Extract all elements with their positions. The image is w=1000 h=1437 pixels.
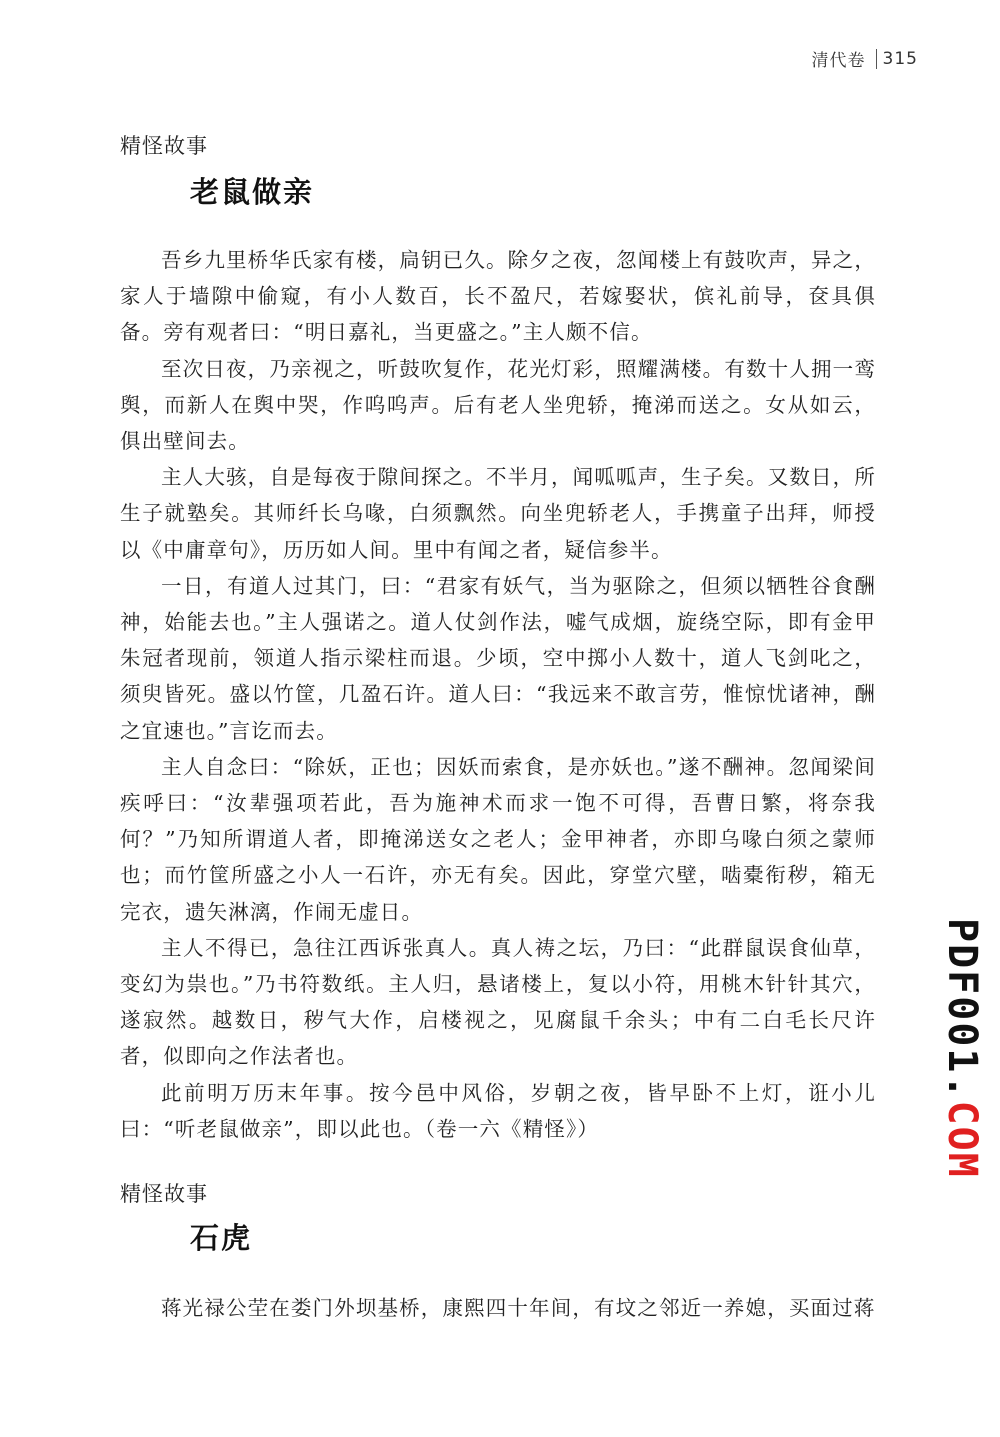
running-header (812, 46, 918, 71)
paragraph: 至次日夜，乃亲视之，听鼓吹复作，花光灯彩，照耀满楼。有数十人拥一鸾舆，而新人在舆中哭，作呜呜声。后有老人坐兜轿，掩涕而送之。女从如云，俱出壁间去。 (120, 356, 876, 454)
paragraph: 主人自念曰：“除妖，正也；因妖而索食，是亦妖也。”遂不酬神。忽闻梁间疾呼曰：“汝辈强项若此，吾为施神术而求一饱不可得，吾曹日繁，将奈我何？”乃知所谓道人者，即掩涕送女之老人；金甲神者，亦即乌喙白须之蒙师也；而竹筐所盛之小人一石许，亦无有矣。因此，穿堂穴壁，啮橐衔秽，箱无完衣，遗矢淋漓，作闹无虚日。 (120, 754, 876, 924)
paragraph: 主人不得已，急往江西诉张真人。真人祷之坛，乃曰：“此群鼠误食仙草，变幻为祟也。”乃书符数纸。主人归，悬诸楼上，复以小符，用桃木针针其穴，遂寂然。越数日，秽气大作，启楼视之，见腐鼠千余头；中有二白毛长尺许者，似即向之作法者也。 (120, 935, 876, 1069)
paragraph: 此前明万历末年事。按今邑中风俗，岁朝之夜，皆早卧不上灯，诳小儿曰：“听老鼠做亲”，即以此也。（卷一六《精怪》） (120, 1080, 876, 1141)
paragraph: 蒋光禄公茔在娄门外坝基桥，康熙四十年间，有坟之邻近一养媳，买面过蒋 (161, 1296, 876, 1320)
paragraph: 主人大骇，自是每夜于隙间探之。不半月，闻呱呱声，生子矣。又数日，所生子就塾矣。其师纤长乌喙，白须飘然。向坐兜轿老人，手携童子出拜，师授以《中庸章句》，历历如人间。里中有闻之者，疑信参半。 (120, 465, 876, 562)
watermark-text: PDF001. (939, 918, 985, 1101)
story2-category: 精怪故事 (120, 1182, 208, 1206)
paragraph: 吾乡九里桥华氏家有楼，扃钥已久。除夕之夜，忽闻楼上有鼓吹声，异之，家人于墙隙中偷窥，有小人数百，长不盈尺，若嫁娶状，傧礼前导，奁具俱备。旁有观者曰：“明日嘉礼，当更盛之。”主人颇不信。 (120, 248, 876, 345)
story2-body (120, 1290, 876, 1326)
story1-body (120, 242, 876, 1147)
page-number: 315 (882, 48, 918, 69)
story1-category: 精怪故事 (120, 134, 208, 158)
header-divider (876, 49, 877, 69)
site-watermark (939, 918, 985, 1179)
paragraph: 一日，有道人过其门，曰：“君家有妖气，当为驱除之，但须以牺牲谷食酬神，始能去也。”主人强诺之。道人仗剑作法，嘘气成烟，旋绕空际，即有金甲朱冠者现前，领道人指示梁柱而退。少顷，空中掷小人数十，道人飞剑叱之，须臾皆死。盛以竹筐，几盈石许。道人曰：“我远来不敢言劳，惟惊忧诸神，酬之宜速也。”言讫而去。 (120, 573, 876, 743)
story1-title: 老鼠做亲 (190, 175, 315, 209)
volume-title: 清代卷 (811, 51, 866, 71)
watermark-text-accent: COM (939, 1100, 985, 1179)
story2-title: 石虎 (190, 1221, 253, 1255)
